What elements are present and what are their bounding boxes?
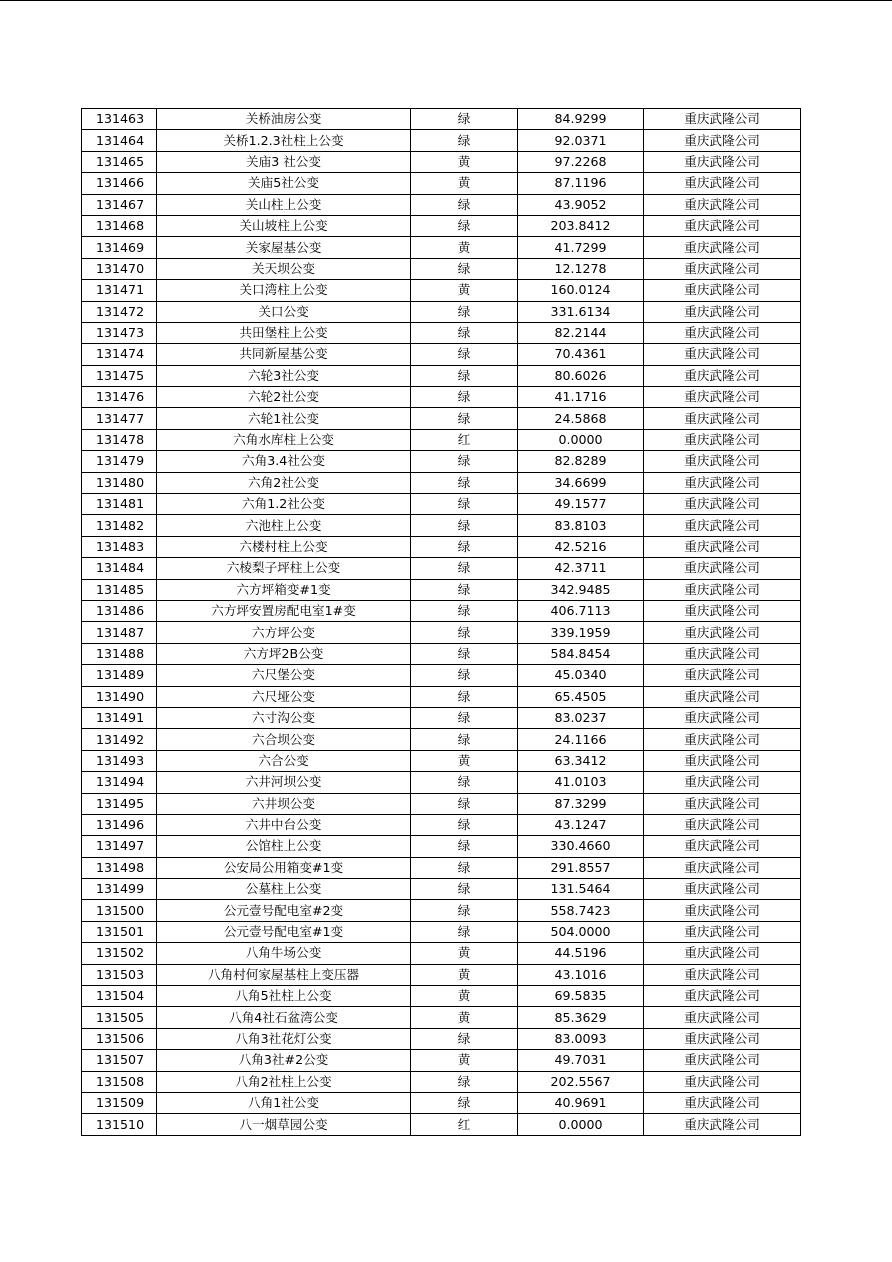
cell-level: 黄 xyxy=(411,750,518,771)
cell-level: 绿 xyxy=(411,579,518,600)
cell-id: 131507 xyxy=(82,1050,157,1071)
cell-id: 131504 xyxy=(82,986,157,1007)
table-row xyxy=(82,964,801,985)
cell-id: 131508 xyxy=(82,1071,157,1092)
cell-level: 绿 xyxy=(411,879,518,900)
table-row xyxy=(82,1028,801,1049)
cell-company: 重庆武隆公司 xyxy=(644,836,801,857)
table-row xyxy=(82,536,801,557)
cell-name: 六角3.4社公变 xyxy=(157,451,411,472)
cell-company: 重庆武隆公司 xyxy=(644,1028,801,1049)
cell-name: 八角牛场公变 xyxy=(157,943,411,964)
cell-id: 131488 xyxy=(82,643,157,664)
cell-name: 关口公变 xyxy=(157,301,411,322)
cell-value: 160.0124 xyxy=(518,280,644,301)
cell-company: 重庆武隆公司 xyxy=(644,986,801,1007)
cell-company: 重庆武隆公司 xyxy=(644,643,801,664)
cell-id: 131503 xyxy=(82,964,157,985)
cell-id: 131474 xyxy=(82,344,157,365)
cell-value: 558.7423 xyxy=(518,900,644,921)
cell-value: 43.9052 xyxy=(518,194,644,215)
cell-name: 六方坪安置房配电室1#变 xyxy=(157,600,411,621)
cell-name: 公墓柱上公变 xyxy=(157,879,411,900)
cell-company: 重庆武隆公司 xyxy=(644,429,801,450)
cell-level: 绿 xyxy=(411,707,518,728)
cell-name: 公元壹号配电室#1变 xyxy=(157,921,411,942)
cell-value: 87.1196 xyxy=(518,173,644,194)
cell-id: 131509 xyxy=(82,1092,157,1113)
cell-id: 131484 xyxy=(82,558,157,579)
cell-level: 绿 xyxy=(411,665,518,686)
cell-value: 70.4361 xyxy=(518,344,644,365)
cell-name: 六轮2社公变 xyxy=(157,387,411,408)
cell-company: 重庆武隆公司 xyxy=(644,900,801,921)
table-body xyxy=(82,109,801,1136)
cell-company: 重庆武隆公司 xyxy=(644,1007,801,1028)
table-row xyxy=(82,879,801,900)
cell-name: 六合坝公变 xyxy=(157,729,411,750)
table-row xyxy=(82,515,801,536)
cell-value: 330.4660 xyxy=(518,836,644,857)
cell-id: 131502 xyxy=(82,943,157,964)
cell-company: 重庆武隆公司 xyxy=(644,579,801,600)
cell-value: 82.8289 xyxy=(518,451,644,472)
table-row xyxy=(82,622,801,643)
cell-level: 绿 xyxy=(411,900,518,921)
table-row xyxy=(82,707,801,728)
cell-level: 绿 xyxy=(411,451,518,472)
table-row xyxy=(82,836,801,857)
cell-company: 重庆武隆公司 xyxy=(644,686,801,707)
cell-level: 绿 xyxy=(411,857,518,878)
table-row xyxy=(82,408,801,429)
cell-id: 131467 xyxy=(82,194,157,215)
table-row xyxy=(82,1007,801,1028)
cell-company: 重庆武隆公司 xyxy=(644,921,801,942)
cell-name: 六合公变 xyxy=(157,750,411,771)
cell-company: 重庆武隆公司 xyxy=(644,1050,801,1071)
cell-id: 131471 xyxy=(82,280,157,301)
table-row xyxy=(82,301,801,322)
table-row xyxy=(82,814,801,835)
cell-level: 绿 xyxy=(411,472,518,493)
cell-id: 131463 xyxy=(82,109,157,130)
cell-value: 0.0000 xyxy=(518,1114,644,1135)
cell-id: 131505 xyxy=(82,1007,157,1028)
cell-id: 131485 xyxy=(82,579,157,600)
cell-company: 重庆武隆公司 xyxy=(644,408,801,429)
cell-id: 131466 xyxy=(82,173,157,194)
cell-id: 131491 xyxy=(82,707,157,728)
cell-name: 八角3社#2公变 xyxy=(157,1050,411,1071)
cell-company: 重庆武隆公司 xyxy=(644,387,801,408)
cell-level: 黄 xyxy=(411,151,518,172)
cell-id: 131487 xyxy=(82,622,157,643)
cell-company: 重庆武隆公司 xyxy=(644,451,801,472)
table-row xyxy=(82,344,801,365)
cell-value: 202.5567 xyxy=(518,1071,644,1092)
cell-level: 绿 xyxy=(411,194,518,215)
cell-name: 八角1社公变 xyxy=(157,1092,411,1113)
cell-company: 重庆武隆公司 xyxy=(644,173,801,194)
cell-value: 203.8412 xyxy=(518,215,644,236)
cell-level: 绿 xyxy=(411,408,518,429)
table-row xyxy=(82,258,801,279)
cell-level: 绿 xyxy=(411,814,518,835)
cell-name: 关山柱上公变 xyxy=(157,194,411,215)
cell-value: 82.2144 xyxy=(518,322,644,343)
cell-value: 43.1016 xyxy=(518,964,644,985)
cell-name: 关桥1.2.3社柱上公变 xyxy=(157,130,411,151)
cell-level: 黄 xyxy=(411,1007,518,1028)
cell-level: 绿 xyxy=(411,600,518,621)
cell-id: 131476 xyxy=(82,387,157,408)
cell-company: 重庆武隆公司 xyxy=(644,194,801,215)
cell-id: 131490 xyxy=(82,686,157,707)
cell-level: 绿 xyxy=(411,1071,518,1092)
cell-value: 12.1278 xyxy=(518,258,644,279)
cell-id: 131496 xyxy=(82,814,157,835)
cell-company: 重庆武隆公司 xyxy=(644,600,801,621)
cell-id: 131482 xyxy=(82,515,157,536)
table-row xyxy=(82,1092,801,1113)
cell-value: 49.7031 xyxy=(518,1050,644,1071)
cell-level: 黄 xyxy=(411,964,518,985)
table-row xyxy=(82,857,801,878)
cell-company: 重庆武隆公司 xyxy=(644,707,801,728)
table-row xyxy=(82,472,801,493)
cell-name: 关庙5社公变 xyxy=(157,173,411,194)
cell-level: 绿 xyxy=(411,836,518,857)
cell-company: 重庆武隆公司 xyxy=(644,1114,801,1135)
cell-level: 黄 xyxy=(411,986,518,1007)
cell-level: 绿 xyxy=(411,109,518,130)
cell-value: 41.0103 xyxy=(518,772,644,793)
cell-name: 关山坡柱上公变 xyxy=(157,215,411,236)
cell-name: 关口湾柱上公变 xyxy=(157,280,411,301)
cell-value: 83.0093 xyxy=(518,1028,644,1049)
table-row xyxy=(82,130,801,151)
cell-value: 41.7299 xyxy=(518,237,644,258)
cell-name: 公馆柱上公变 xyxy=(157,836,411,857)
cell-value: 24.5868 xyxy=(518,408,644,429)
cell-company: 重庆武隆公司 xyxy=(644,280,801,301)
cell-value: 80.6026 xyxy=(518,365,644,386)
cell-company: 重庆武隆公司 xyxy=(644,215,801,236)
cell-level: 绿 xyxy=(411,387,518,408)
cell-name: 六棱梨子坪柱上公变 xyxy=(157,558,411,579)
cell-company: 重庆武隆公司 xyxy=(644,322,801,343)
cell-value: 291.8557 xyxy=(518,857,644,878)
cell-value: 42.3711 xyxy=(518,558,644,579)
cell-id: 131486 xyxy=(82,600,157,621)
cell-company: 重庆武隆公司 xyxy=(644,344,801,365)
cell-name: 六池柱上公变 xyxy=(157,515,411,536)
cell-name: 六井坝公变 xyxy=(157,793,411,814)
cell-company: 重庆武隆公司 xyxy=(644,151,801,172)
cell-name: 六井中台公变 xyxy=(157,814,411,835)
cell-name: 八角3社花灯公变 xyxy=(157,1028,411,1049)
cell-level: 绿 xyxy=(411,643,518,664)
cell-value: 504.0000 xyxy=(518,921,644,942)
cell-level: 绿 xyxy=(411,1092,518,1113)
cell-company: 重庆武隆公司 xyxy=(644,1071,801,1092)
cell-name: 关天坝公变 xyxy=(157,258,411,279)
cell-name: 关桥油房公变 xyxy=(157,109,411,130)
cell-level: 绿 xyxy=(411,772,518,793)
cell-level: 绿 xyxy=(411,1028,518,1049)
cell-value: 65.4505 xyxy=(518,686,644,707)
cell-value: 83.0237 xyxy=(518,707,644,728)
cell-company: 重庆武隆公司 xyxy=(644,857,801,878)
table-row xyxy=(82,322,801,343)
cell-level: 绿 xyxy=(411,301,518,322)
cell-level: 绿 xyxy=(411,365,518,386)
cell-name: 关庙3 社公变 xyxy=(157,151,411,172)
cell-name: 六角1.2社公变 xyxy=(157,494,411,515)
cell-value: 131.5464 xyxy=(518,879,644,900)
cell-company: 重庆武隆公司 xyxy=(644,1092,801,1113)
cell-company: 重庆武隆公司 xyxy=(644,665,801,686)
cell-level: 黄 xyxy=(411,943,518,964)
cell-level: 绿 xyxy=(411,515,518,536)
cell-level: 绿 xyxy=(411,215,518,236)
cell-name: 公元壹号配电室#2变 xyxy=(157,900,411,921)
table-row xyxy=(82,579,801,600)
cell-value: 84.9299 xyxy=(518,109,644,130)
table-row xyxy=(82,600,801,621)
cell-level: 绿 xyxy=(411,793,518,814)
cell-id: 131478 xyxy=(82,429,157,450)
cell-id: 131470 xyxy=(82,258,157,279)
cell-level: 绿 xyxy=(411,322,518,343)
cell-id: 131493 xyxy=(82,750,157,771)
cell-name: 八角4社石盆湾公变 xyxy=(157,1007,411,1028)
cell-name: 八角2社柱上公变 xyxy=(157,1071,411,1092)
cell-value: 44.5196 xyxy=(518,943,644,964)
cell-id: 131492 xyxy=(82,729,157,750)
table-row xyxy=(82,1071,801,1092)
cell-level: 绿 xyxy=(411,921,518,942)
cell-id: 131469 xyxy=(82,237,157,258)
table-row xyxy=(82,365,801,386)
cell-company: 重庆武隆公司 xyxy=(644,879,801,900)
table-row xyxy=(82,151,801,172)
cell-id: 131500 xyxy=(82,900,157,921)
table-row xyxy=(82,280,801,301)
cell-name: 共同新屋基公变 xyxy=(157,344,411,365)
cell-company: 重庆武隆公司 xyxy=(644,772,801,793)
table-row xyxy=(82,772,801,793)
cell-level: 绿 xyxy=(411,729,518,750)
cell-level: 红 xyxy=(411,1114,518,1135)
cell-level: 绿 xyxy=(411,686,518,707)
table-row xyxy=(82,194,801,215)
cell-name: 公安局公用箱变#1变 xyxy=(157,857,411,878)
cell-name: 六井河坝公变 xyxy=(157,772,411,793)
cell-id: 131477 xyxy=(82,408,157,429)
cell-name: 六寸沟公变 xyxy=(157,707,411,728)
cell-name: 六方坪箱变#1变 xyxy=(157,579,411,600)
cell-company: 重庆武隆公司 xyxy=(644,109,801,130)
cell-id: 131506 xyxy=(82,1028,157,1049)
cell-company: 重庆武隆公司 xyxy=(644,964,801,985)
cell-name: 六楼村柱上公变 xyxy=(157,536,411,557)
cell-company: 重庆武隆公司 xyxy=(644,472,801,493)
table-row xyxy=(82,986,801,1007)
cell-value: 83.8103 xyxy=(518,515,644,536)
table-row xyxy=(82,558,801,579)
table-row xyxy=(82,750,801,771)
table-row xyxy=(82,729,801,750)
cell-name: 关家屋基公变 xyxy=(157,237,411,258)
cell-id: 131475 xyxy=(82,365,157,386)
cell-level: 黄 xyxy=(411,237,518,258)
table-row xyxy=(82,494,801,515)
page-top-border xyxy=(0,0,892,1)
cell-value: 63.3412 xyxy=(518,750,644,771)
cell-value: 41.1716 xyxy=(518,387,644,408)
table-row xyxy=(82,943,801,964)
cell-id: 131465 xyxy=(82,151,157,172)
cell-value: 43.1247 xyxy=(518,814,644,835)
table-row xyxy=(82,1050,801,1071)
cell-value: 49.1577 xyxy=(518,494,644,515)
cell-id: 131464 xyxy=(82,130,157,151)
cell-company: 重庆武隆公司 xyxy=(644,814,801,835)
cell-id: 131497 xyxy=(82,836,157,857)
cell-value: 87.3299 xyxy=(518,793,644,814)
cell-id: 131510 xyxy=(82,1114,157,1135)
cell-id: 131494 xyxy=(82,772,157,793)
cell-name: 共田堡柱上公变 xyxy=(157,322,411,343)
cell-company: 重庆武隆公司 xyxy=(644,943,801,964)
cell-company: 重庆武隆公司 xyxy=(644,515,801,536)
cell-value: 342.9485 xyxy=(518,579,644,600)
cell-company: 重庆武隆公司 xyxy=(644,622,801,643)
cell-id: 131472 xyxy=(82,301,157,322)
cell-level: 黄 xyxy=(411,280,518,301)
cell-company: 重庆武隆公司 xyxy=(644,750,801,771)
table-row xyxy=(82,237,801,258)
cell-value: 45.0340 xyxy=(518,665,644,686)
cell-name: 六方坪2B公变 xyxy=(157,643,411,664)
cell-level: 绿 xyxy=(411,622,518,643)
table-row xyxy=(82,109,801,130)
cell-company: 重庆武隆公司 xyxy=(644,793,801,814)
cell-name: 八角村何家屋基柱上变压器 xyxy=(157,964,411,985)
cell-id: 131473 xyxy=(82,322,157,343)
cell-value: 406.7113 xyxy=(518,600,644,621)
cell-value: 24.1166 xyxy=(518,729,644,750)
table-row xyxy=(82,643,801,664)
cell-level: 绿 xyxy=(411,258,518,279)
table-row xyxy=(82,215,801,236)
cell-id: 131481 xyxy=(82,494,157,515)
cell-name: 六角2社公变 xyxy=(157,472,411,493)
table-row xyxy=(82,793,801,814)
cell-id: 131501 xyxy=(82,921,157,942)
cell-company: 重庆武隆公司 xyxy=(644,536,801,557)
cell-name: 六角水库柱上公变 xyxy=(157,429,411,450)
cell-id: 131480 xyxy=(82,472,157,493)
table-row xyxy=(82,900,801,921)
cell-id: 131498 xyxy=(82,857,157,878)
cell-value: 69.5835 xyxy=(518,986,644,1007)
table-row xyxy=(82,173,801,194)
table-row xyxy=(82,387,801,408)
table-row xyxy=(82,429,801,450)
cell-value: 40.9691 xyxy=(518,1092,644,1113)
cell-value: 339.1959 xyxy=(518,622,644,643)
cell-company: 重庆武隆公司 xyxy=(644,494,801,515)
cell-name: 六尺堡公变 xyxy=(157,665,411,686)
cell-name: 八一烟草园公变 xyxy=(157,1114,411,1135)
cell-id: 131489 xyxy=(82,665,157,686)
cell-company: 重庆武隆公司 xyxy=(644,558,801,579)
table-row xyxy=(82,921,801,942)
cell-id: 131483 xyxy=(82,536,157,557)
cell-level: 绿 xyxy=(411,344,518,365)
table-row xyxy=(82,1114,801,1135)
cell-level: 绿 xyxy=(411,558,518,579)
cell-name: 六尺垭公变 xyxy=(157,686,411,707)
cell-name: 六方坪公变 xyxy=(157,622,411,643)
cell-id: 131468 xyxy=(82,215,157,236)
cell-company: 重庆武隆公司 xyxy=(644,729,801,750)
cell-id: 131499 xyxy=(82,879,157,900)
cell-level: 绿 xyxy=(411,494,518,515)
cell-value: 42.5216 xyxy=(518,536,644,557)
cell-value: 584.8454 xyxy=(518,643,644,664)
cell-id: 131495 xyxy=(82,793,157,814)
cell-company: 重庆武隆公司 xyxy=(644,237,801,258)
cell-value: 0.0000 xyxy=(518,429,644,450)
cell-level: 绿 xyxy=(411,130,518,151)
cell-value: 34.6699 xyxy=(518,472,644,493)
cell-level: 绿 xyxy=(411,536,518,557)
cell-level: 红 xyxy=(411,429,518,450)
table-row xyxy=(82,665,801,686)
table-row xyxy=(82,451,801,472)
cell-value: 97.2268 xyxy=(518,151,644,172)
cell-value: 92.0371 xyxy=(518,130,644,151)
cell-company: 重庆武隆公司 xyxy=(644,130,801,151)
cell-level: 黄 xyxy=(411,1050,518,1071)
data-table xyxy=(81,108,801,1136)
cell-name: 六轮3社公变 xyxy=(157,365,411,386)
cell-name: 六轮1社公变 xyxy=(157,408,411,429)
cell-company: 重庆武隆公司 xyxy=(644,301,801,322)
cell-name: 八角5社柱上公变 xyxy=(157,986,411,1007)
cell-level: 黄 xyxy=(411,173,518,194)
cell-value: 331.6134 xyxy=(518,301,644,322)
cell-value: 85.3629 xyxy=(518,1007,644,1028)
cell-company: 重庆武隆公司 xyxy=(644,365,801,386)
cell-id: 131479 xyxy=(82,451,157,472)
table-row xyxy=(82,686,801,707)
cell-company: 重庆武隆公司 xyxy=(644,258,801,279)
